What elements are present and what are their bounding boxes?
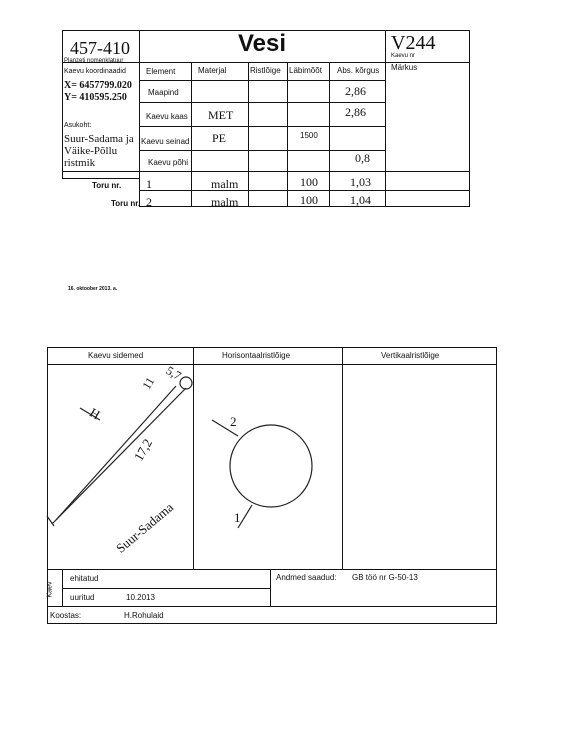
location-line-2: Väike-Põllu — [64, 145, 118, 157]
label-pipe-2: 2 — [230, 414, 237, 429]
row-seinad: Kaevu seinad — [141, 137, 190, 146]
pipe-2-material: malm — [211, 195, 239, 209]
label-57: 5,7 — [163, 363, 184, 383]
side-label: Kaev — [46, 581, 54, 598]
row-kaas-material: MET — [208, 108, 234, 122]
sheet-number-label: Planzeti nomenklatuur — [64, 58, 124, 64]
pipe-1-diameter: 100 — [300, 175, 318, 189]
col-diameter: Läbimõõt — [289, 66, 322, 75]
col-remark: Märkus — [391, 63, 418, 72]
koostas-value: H.Rohulaid — [124, 611, 164, 620]
row-seinad-diameter: 1500 — [300, 131, 318, 140]
label-172: 17,2 — [130, 436, 156, 464]
well-marker — [180, 377, 192, 389]
pipe-2-abs: 1,04 — [350, 193, 371, 207]
header-vertikaal: Vertikaalristlõige — [381, 351, 440, 360]
pipe-1-nr: 1 — [146, 177, 152, 191]
andmed-label: Andmed saadud: — [276, 573, 337, 582]
header-kaevu-sidemed: Kaevu sidemed — [88, 351, 144, 360]
coords-label: Kaevu koordinaadid — [64, 68, 126, 75]
pipe-2-diameter: 100 — [300, 193, 318, 207]
col-abs: Abs. kõrgus — [337, 66, 380, 75]
sheet-title: Vesi — [238, 30, 287, 57]
well-cross-section — [230, 425, 312, 507]
date-line: 16. oktoober 2013. a. — [68, 286, 118, 292]
label-pipe-1: 1 — [234, 510, 241, 525]
col-cross: Ristlõige — [250, 66, 281, 75]
koostas-label: Koostas: — [50, 611, 82, 620]
tie-line-base — [47, 516, 54, 526]
ehitatud-label: ehitatud — [70, 574, 99, 583]
uuritud-value: 10.2013 — [126, 593, 155, 602]
label-h: H — [87, 404, 103, 423]
well-number: V244 — [391, 32, 436, 54]
pipe-1-material: malm — [211, 177, 239, 191]
row-maapind-abs: 2,86 — [345, 84, 366, 98]
tie-line-short — [56, 386, 176, 520]
coord-x: X= 6457799.020 — [64, 80, 132, 91]
label-11: 11 — [139, 374, 158, 392]
pipe-1-abs: 1,03 — [350, 175, 371, 189]
label-street: Suur-Sadama — [113, 499, 177, 556]
pipe-2-nr: 2 — [146, 195, 152, 209]
location-line-1: Suur-Sadama ja — [64, 133, 134, 145]
row-kaas: Kaevu kaas — [146, 112, 188, 121]
row-kaas-abs: 2,86 — [345, 105, 366, 119]
location-label: Asukoht: — [64, 122, 92, 129]
col-element: Element — [146, 67, 176, 76]
location-line-3: ristmik — [64, 157, 96, 169]
pipe-1-label: Toru nr. — [92, 181, 122, 190]
row-pohi-abs: 0,8 — [355, 151, 370, 165]
andmed-value: GB töö nr G-50-13 — [352, 573, 418, 582]
row-maapind: Maapind — [148, 88, 179, 97]
col-material: Materjal — [198, 66, 227, 75]
coord-y: Y= 410595.250 — [64, 92, 127, 103]
header-horisontaal: Horisontaalristlõige — [222, 351, 291, 360]
row-pohi: Kaevu põhi — [148, 158, 189, 167]
pipe-2-label: Toru nr. — [111, 199, 141, 208]
sheet-number: 457-410 — [70, 38, 130, 58]
uuritud-label: uuritud — [70, 593, 95, 602]
row-seinad-material: PE — [212, 131, 227, 145]
well-number-label: Kaevu nr — [391, 53, 416, 59]
